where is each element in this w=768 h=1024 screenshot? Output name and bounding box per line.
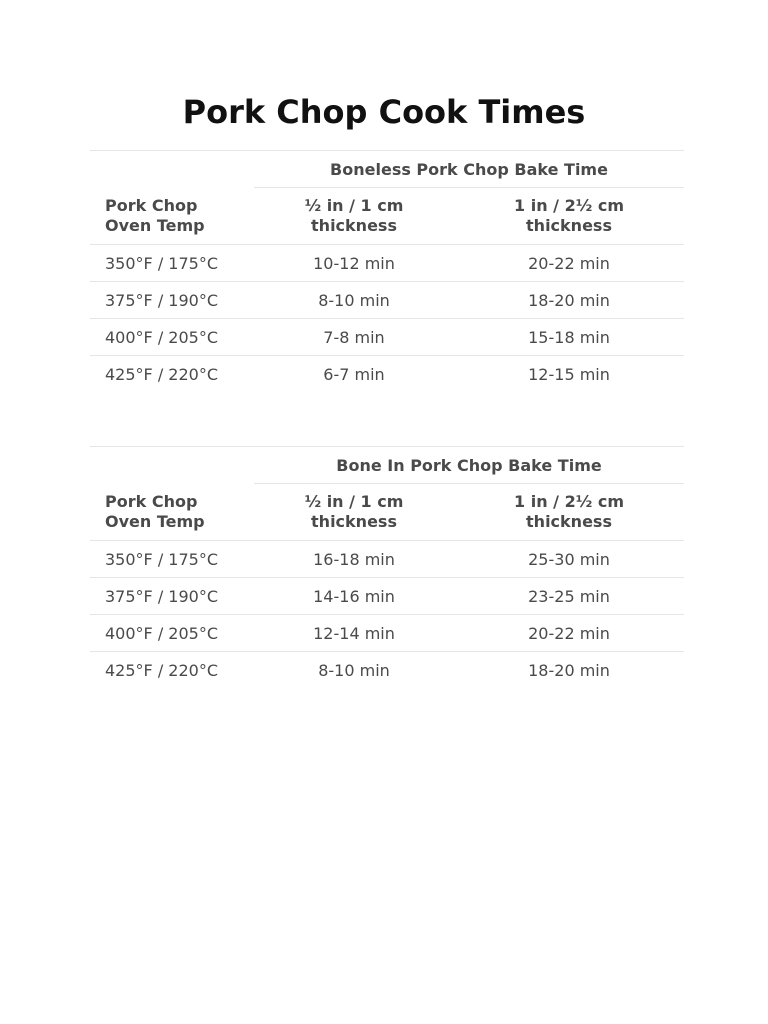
column-header-half-inch xyxy=(254,188,454,245)
oven-temp-cell: 350°F / 175°C xyxy=(90,541,254,578)
half-inch-time-cell: 10-12 min xyxy=(254,245,454,282)
column-header-one-inch xyxy=(454,484,684,541)
half-inch-time-cell: 8-10 min xyxy=(254,282,454,319)
column-header-row xyxy=(90,188,684,245)
table-row xyxy=(90,282,684,319)
one-inch-time-cell: 12-15 min xyxy=(528,364,610,384)
half-inch-time-cell: 8-10 min xyxy=(318,660,390,680)
half-inch-time-cell: 6-7 min xyxy=(323,364,385,384)
column-header-oven-temp-line2: Oven Temp xyxy=(105,215,205,235)
column-header-oven-temp-line2: Oven Temp xyxy=(105,511,205,531)
oven-temp-cell: 350°F / 175°C xyxy=(90,245,254,282)
column-header-half-inch-line2: thickness xyxy=(311,512,397,531)
table-row xyxy=(90,652,684,689)
half-inch-time-cell: 16-18 min xyxy=(254,541,454,578)
table-row xyxy=(90,356,684,393)
page-title: Pork Chop Cook Times xyxy=(182,93,586,131)
caption-spacer xyxy=(90,447,254,484)
oven-temp-cell: 375°F / 190°C xyxy=(90,282,254,319)
oven-temp-cell: 400°F / 205°C xyxy=(90,319,254,356)
oven-temp-cell: 425°F / 220°C xyxy=(105,660,219,680)
half-inch-time-cell: 12-14 min xyxy=(254,615,454,652)
boneless-bake-time-table xyxy=(90,150,684,392)
oven-temp-cell: 425°F / 220°C xyxy=(105,364,219,384)
column-header-one-inch-line1: 1 in / 2½ cm xyxy=(514,196,624,215)
one-inch-time-cell: 25-30 min xyxy=(454,541,684,578)
one-inch-time-cell: 15-18 min xyxy=(454,319,684,356)
table-row xyxy=(90,245,684,282)
table-row xyxy=(90,319,684,356)
column-header-row xyxy=(90,484,684,541)
oven-temp-cell: 375°F / 190°C xyxy=(90,578,254,615)
column-header-half-inch xyxy=(254,484,454,541)
column-header-half-inch-line1: ½ in / 1 cm xyxy=(304,196,404,215)
column-header-oven-temp xyxy=(90,484,254,541)
table-row xyxy=(90,615,684,652)
column-header-oven-temp-line1: Pork Chop xyxy=(105,491,198,511)
table-row xyxy=(90,578,684,615)
half-inch-time-cell: 7-8 min xyxy=(254,319,454,356)
column-header-one-inch-line1: 1 in / 2½ cm xyxy=(514,492,624,511)
one-inch-time-cell: 20-22 min xyxy=(454,245,684,282)
bone-in-bake-time-table xyxy=(90,446,684,688)
one-inch-time-cell: 18-20 min xyxy=(528,660,610,680)
column-header-one-inch-line2: thickness xyxy=(526,512,612,531)
table-row xyxy=(90,541,684,578)
table-caption-row xyxy=(90,151,684,188)
one-inch-time-cell: 23-25 min xyxy=(454,578,684,615)
half-inch-time-cell: 14-16 min xyxy=(254,578,454,615)
one-inch-time-cell: 20-22 min xyxy=(454,615,684,652)
one-inch-time-cell: 18-20 min xyxy=(454,282,684,319)
table-caption: Bone In Pork Chop Bake Time xyxy=(254,447,684,484)
column-header-half-inch-line2: thickness xyxy=(311,216,397,235)
caption-spacer xyxy=(90,151,254,188)
column-header-half-inch-line1: ½ in / 1 cm xyxy=(304,492,404,511)
table-caption-row xyxy=(90,447,684,484)
column-header-one-inch-line2: thickness xyxy=(526,216,612,235)
table-caption: Boneless Pork Chop Bake Time xyxy=(254,151,684,188)
oven-temp-cell: 400°F / 205°C xyxy=(90,615,254,652)
column-header-one-inch xyxy=(454,188,684,245)
column-header-oven-temp-line1: Pork Chop xyxy=(105,195,198,215)
column-header-oven-temp xyxy=(90,188,254,245)
